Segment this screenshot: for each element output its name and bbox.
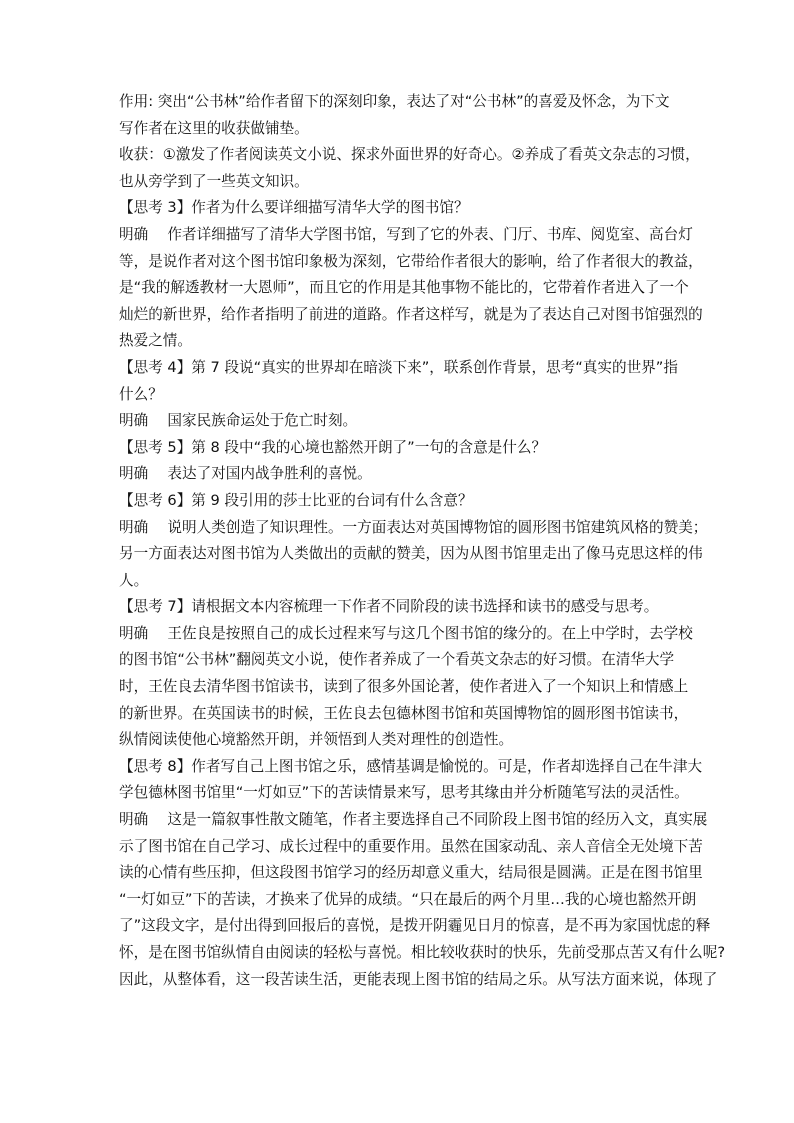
answer-line: 明确 说明人类创造了知识理性。一方面表达对英国博物馆的圆形图书馆建筑风格的赞美； [119, 518, 708, 536]
text-line: 读的心情有些压抑，但这段图书馆学习的经历却意义重大，结局很是圆满。正是在图书馆里 [119, 864, 703, 882]
text-line: 什么？ [119, 385, 163, 403]
question-heading: 【思考 6】第 9 段引用的莎士比亚的台词有什么含意？ [119, 491, 473, 509]
text-line: 的新世界。在英国读书的时候，王佐良去包德林图书馆和英国博物馆的圆形图书馆读书， [119, 704, 689, 722]
text-line: 人。 [119, 571, 149, 589]
answer-line: 明确 这是一篇叙事性散文随笔，作者主要选择自己不同阶段上图书馆的经历入文，真实展 [119, 811, 708, 829]
question-heading: 【思考 3】作者为什么要详细描写清华大学的图书馆？ [119, 199, 469, 217]
text-line: 是“我的解透教材一大恩师”，而且它的作用是其他事物不能比的，它带着作者进入了一个 [119, 279, 689, 297]
text-line: 示了图书馆在自己学习、成长过程中的重要作用。虽然在国家动乱、亲人音信全无处境下苦 [119, 837, 703, 855]
text-line: 另一方面表达对图书馆为人类做出的贡献的赞美，因为从图书馆里走出了像马克思这样的伟 [119, 545, 703, 563]
question-heading: 【思考 4】第 7 段说“真实的世界却在暗淡下来”，联系创作背景，思考“真实的世界”指 [119, 358, 678, 376]
text-line: 收获：①激发了作者阅读英文小说、探求外面世界的好奇心。②养成了看英文杂志的习惯， [119, 146, 700, 164]
answer-line: 明确 作者详细描写了清华大学图书馆，写到了它的外表、门厅、书库、阅览室、高台灯 [119, 225, 693, 243]
text-line: 热爱之情。 [119, 332, 192, 350]
text-line: 灿烂的新世界，给作者指明了前进的道路。作者这样写，就是为了表达自己对图书馆强烈的 [119, 305, 703, 323]
text-line: 写作者在这里的收获做铺垫。 [119, 119, 309, 137]
text-line: 的图书馆“公书林”翻阅英文小说，使作者养成了一个看英文杂志的好习惯。在清华大学 [119, 651, 675, 669]
answer-line: 明确 王佐良是按照自己的成长过程来写与这几个图书馆的缘分的。在上中学时，去学校 [119, 624, 693, 642]
text-line: 也从旁学到了一些英文知识。 [119, 172, 309, 190]
document-page [119, 89, 726, 993]
question-heading: 【思考 5】第 8 段中“我的心境也豁然开朗了”一句的含意是什么？ [119, 438, 547, 456]
text-line: 时，王佐良去清华图书馆读书，读到了很多外国论著，使作者进入了一个知识上和情感上 [119, 678, 689, 696]
text-line: 怀，是在图书馆纵情自由阅读的轻松与喜悦。相比较收获时的快乐，先前受那点苦又有什么呢? [119, 944, 726, 961]
answer-line: 明确 国家民族命运处于危亡时刻。 [119, 412, 358, 430]
question-heading: 【思考 7】请根据文本内容梳理一下作者不同阶段的读书选择和读书的感受与思考。 [119, 598, 659, 616]
text-line: 因此，从整体看，这一段苦读生活，更能表现上图书馆的结局之乐。从写法方面来说，体现了 [119, 970, 718, 988]
text-line: 了”这段文字，是付出得到回报后的喜悦，是拨开阴霾见日月的惊喜，是不再为家国忧虑的释 [119, 917, 711, 935]
text-line: “一灯如豆”下的苦读，才换来了优异的成绩。“只在最后的两个月里…我的心境也豁然开朗 [119, 890, 697, 908]
answer-line: 明确 表达了对国内战争胜利的喜悦。 [119, 465, 372, 483]
text-line: 等，是说作者对这个图书馆印象极为深刻，它带给作者很大的影响，给了作者很大的教益， [119, 252, 703, 270]
text-line: 学包德林图书馆里“一灯如豆”下的苦读情景来写，思考其缘由并分析随笔写法的灵活性。 [119, 784, 689, 802]
question-heading: 【思考 8】作者写自己上图书馆之乐，感情基调是愉悦的。可是，作者却选择自己在牛津大 [119, 757, 703, 775]
text-line: 作用: 突出“公书林”给作者留下的深刻印象，表达了对“公书林”的喜爱及怀念，为下文 [119, 93, 670, 110]
text-line: 纵情阅读使他心境豁然开朗，并领悟到人类对理性的创造性。 [119, 731, 514, 749]
